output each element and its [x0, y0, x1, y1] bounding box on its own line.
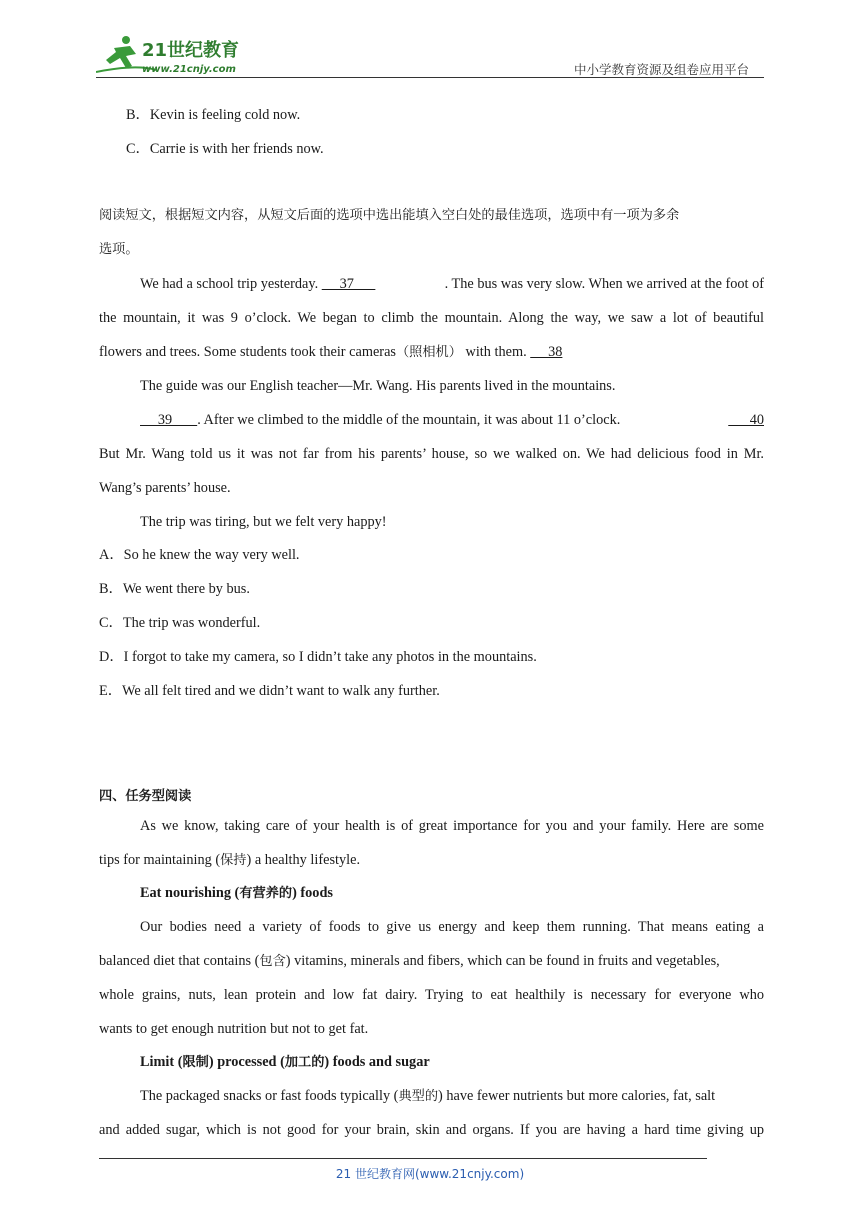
passage-line-2: the mountain, it was 9 o’clock. We began to climb the mountain. Along the way, we saw a lot of beautiful: [99, 310, 764, 326]
blank-39: 39: [140, 412, 198, 428]
passage-text: flowers and trees. Some students took their cameras: [99, 344, 396, 360]
subheading-nourishing: [140, 884, 333, 903]
passage-line-4: The guide was our English teacher—Mr. Wang. His parents lived in the mountains.: [140, 378, 616, 394]
passage-line-5: [140, 411, 764, 429]
blank-38: 38: [530, 344, 563, 360]
heading-text: ) foods: [292, 885, 333, 901]
cn-gloss: 加工的: [284, 1055, 325, 1070]
passage-line-7: Wang’s parents’ house.: [99, 480, 231, 496]
passage-text: . The bus was very slow. When we arrived at the foot of: [444, 276, 764, 292]
passage-line-3: [99, 343, 562, 362]
section-title: 四、任务型阅读: [99, 789, 192, 804]
instruction-line-2: 选项。: [99, 242, 139, 257]
passage-text: with them.: [461, 344, 531, 360]
cn-gloss: 有营养的: [239, 886, 293, 901]
passage-text: . After we climbed to the middle of the mountain, it was about 11 o’clock.: [197, 412, 621, 428]
para-text: balanced diet that contains (: [99, 953, 260, 969]
cn-gloss: 包含: [259, 954, 286, 969]
para-text: The packaged snacks or fast foods typically (: [140, 1088, 399, 1104]
blank-37: 37: [321, 276, 376, 292]
prev-option-b: B．Kevin is feeling cold now.: [126, 107, 301, 123]
site-logo: [96, 34, 256, 76]
footer-link[interactable]: 21 世纪教育网(www.21cnjy.com): [335, 1167, 525, 1181]
option-c: C．The trip was wonderful.: [99, 615, 261, 631]
para2-line-2: and added sugar, which is not good for your brain, skin and organs. If you are having a hard time giving up: [99, 1122, 764, 1138]
intro-text: tips for maintaining (: [99, 852, 221, 868]
logo-url: www.21cnjy.com: [142, 64, 236, 75]
cn-gloss: 典型的: [398, 1089, 439, 1104]
option-b: B．We went there by bus.: [99, 581, 250, 597]
para-text: ) vitamins, minerals and fibers, which can be found in fruits and vegetables,: [285, 953, 720, 969]
para1-line-1: Our bodies need a variety of foods to give us energy and keep them running. That means eating a: [140, 919, 764, 935]
passage-text: We had a school trip yesterday.: [140, 276, 322, 292]
heading-text: Eat nourishing (: [140, 885, 240, 901]
logo-text: 21世纪教育: [142, 40, 240, 61]
footer-divider: [99, 1158, 707, 1159]
passage-cn-gloss: （照相机）: [395, 345, 462, 360]
para1-line-4: wants to get enough nutrition but not to get fat.: [99, 1021, 369, 1037]
cn-gloss: 限制: [182, 1055, 209, 1070]
para1-line-2: [99, 952, 764, 971]
option-e: E．We all felt tired and we didn’t want to walk any further.: [99, 683, 440, 699]
passage-line-8: The trip was tiring, but we felt very happy!: [140, 514, 387, 530]
header-divider: [96, 77, 764, 78]
header-platform-name: 中小学教育资源及组卷应用平台: [574, 62, 750, 77]
option-d: D．I forgot to take my camera, so I didn’t take any photos in the mountains.: [99, 649, 537, 665]
heading-text: Limit (: [140, 1054, 183, 1070]
passage-line-1: [140, 275, 764, 293]
prev-option-c: C．Carrie is with her friends now.: [126, 141, 324, 157]
para2-line-1: [140, 1087, 715, 1106]
intro-line-2: [99, 851, 360, 870]
intro-line-1: As we know, taking care of your health is of great importance for you and your family. Here are some: [140, 818, 764, 834]
para-text: ) have fewer nutrients but more calories, fat, salt: [438, 1088, 716, 1104]
passage-line-6: But Mr. Wang told us it was not far from his parents’ house, so we walked on. We had delicious food in Mr.: [99, 446, 764, 462]
instruction-line-1: 阅读短文，根据短文内容，从短文后面的选项中选出能填入空白处的最佳选项，选项中有一项为多余: [99, 208, 680, 223]
subheading-limit: [140, 1053, 430, 1072]
intro-text: ) a healthy lifestyle.: [246, 852, 361, 868]
heading-text: ) processed (: [208, 1054, 285, 1070]
cn-gloss: 保持: [220, 853, 247, 868]
option-a: A．So he knew the way very well.: [99, 547, 300, 563]
heading-text: ) foods and sugar: [324, 1054, 430, 1070]
blank-40: 40: [728, 412, 764, 428]
para1-line-3: whole grains, nuts, lean protein and low fat dairy. Trying to eat healthily is necessary for everyone who: [99, 987, 764, 1003]
